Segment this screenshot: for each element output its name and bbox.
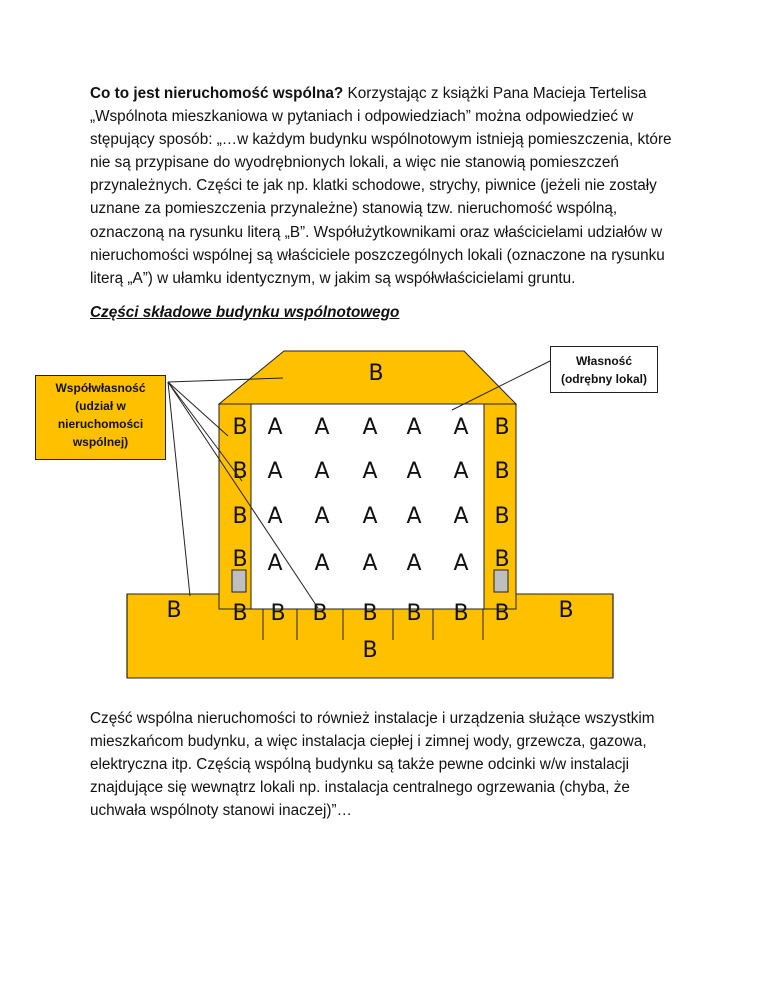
cell-label: B — [362, 601, 378, 626]
cell-label: A — [406, 459, 422, 484]
cell-label: A — [453, 459, 469, 484]
cell-label: A — [362, 459, 378, 484]
cell-label: B — [232, 547, 248, 572]
callout-line: nieruchomości — [57, 417, 144, 431]
cell-label: B — [270, 601, 286, 626]
ground-label-bottom: B — [362, 638, 378, 663]
cell-label: A — [314, 459, 330, 484]
cell-label: B — [494, 547, 510, 572]
floor-row-1 — [232, 415, 509, 440]
intro-question: Co to jest nieruchomość wspólna? — [90, 85, 344, 102]
ground-label-left: B — [166, 598, 182, 623]
cell-label: A — [453, 415, 469, 440]
cell-label: A — [267, 551, 283, 576]
callout-line: (odrębny lokal) — [560, 372, 647, 386]
callout-co-ownership — [35, 375, 166, 460]
callout-ownership — [550, 346, 658, 393]
callout-line: Współwłasność — [55, 381, 146, 395]
cell-label: A — [314, 504, 330, 529]
cell-label: B — [312, 601, 328, 626]
cell-label: B — [494, 601, 510, 626]
callout-line: (udział w — [75, 399, 126, 413]
callout-line: wspólnej) — [72, 435, 129, 449]
diagram-subtitle: Części składowe budynku wspólnotowego — [90, 304, 400, 321]
cell-label: A — [267, 459, 283, 484]
cell-label: A — [267, 504, 283, 529]
floor-row-2 — [232, 459, 509, 484]
cell-label: A — [267, 415, 283, 440]
door-right — [494, 570, 508, 592]
cell-label: A — [406, 415, 422, 440]
cell-label: A — [406, 504, 422, 529]
cell-label: A — [453, 551, 469, 576]
cell-label: B — [232, 504, 248, 529]
door-left — [232, 570, 246, 592]
cell-label: A — [453, 504, 469, 529]
floor-row-4 — [232, 547, 509, 576]
closing-paragraph: Część wspólna nieruchomości to również instalacje i urządzenia służące wszystkim mieszkańcom budynku, a więc instalacja ciepłej i zimnej wody, grzewcza, gazowa, elektryczna itp. Częścią wspólną budynku są także pewne odcinki w/w instalacji znajdujące się wewnątrz lokali np. instalacja centralnego ogrzewania (chyba, że uchwała wspólnoty stanowi inaczej)”… — [90, 710, 655, 820]
cell-label: B — [494, 504, 510, 529]
basement-row — [232, 601, 509, 626]
cell-label: B — [232, 415, 248, 440]
callout-line: Własność — [575, 354, 632, 368]
cell-label: A — [362, 504, 378, 529]
cell-label: B — [494, 415, 510, 440]
cell-label: B — [453, 601, 469, 626]
cell-label: A — [406, 551, 422, 576]
cell-label: A — [362, 415, 378, 440]
cell-label: B — [232, 459, 248, 484]
cell-label: B — [232, 601, 248, 626]
floor-row-3 — [232, 504, 509, 529]
ground-label-right: B — [558, 598, 574, 623]
cell-label: A — [314, 551, 330, 576]
cell-label: A — [362, 551, 378, 576]
cell-label: B — [494, 459, 510, 484]
cell-label: A — [314, 415, 330, 440]
intro-text: Korzystając z książki Pana Macieja Tertelisa „Wspólnota mieszkaniowa w pytaniach i odpowiedziach” można odpowiedzieć w stępujący sposób: „…w każdym budynku wspólnotowym istnieją pomieszczenia, które nie są przypisane do wyodrębnionych lokali, a więc nie stanowią pomieszczeń przynależnych. Części te jak np. klatki schodowe, strychy, piwnice (jeżeli nie zostały uznane za pomieszczenia przynależne) stanowią tzw. nieruchomość wspólną, oznaczoną na rysunku literą „B”. Współużytkownikami oraz właścicielami udziałów w nieruchomości wspólnej są właściciele poszczególnych lokali (oznaczone na rysunku literą „A”) w ułamku identycznym, w jakim są współwłaścicielami gruntu. — [90, 85, 672, 287]
roof-label: B — [368, 361, 384, 386]
cell-label: B — [406, 601, 422, 626]
